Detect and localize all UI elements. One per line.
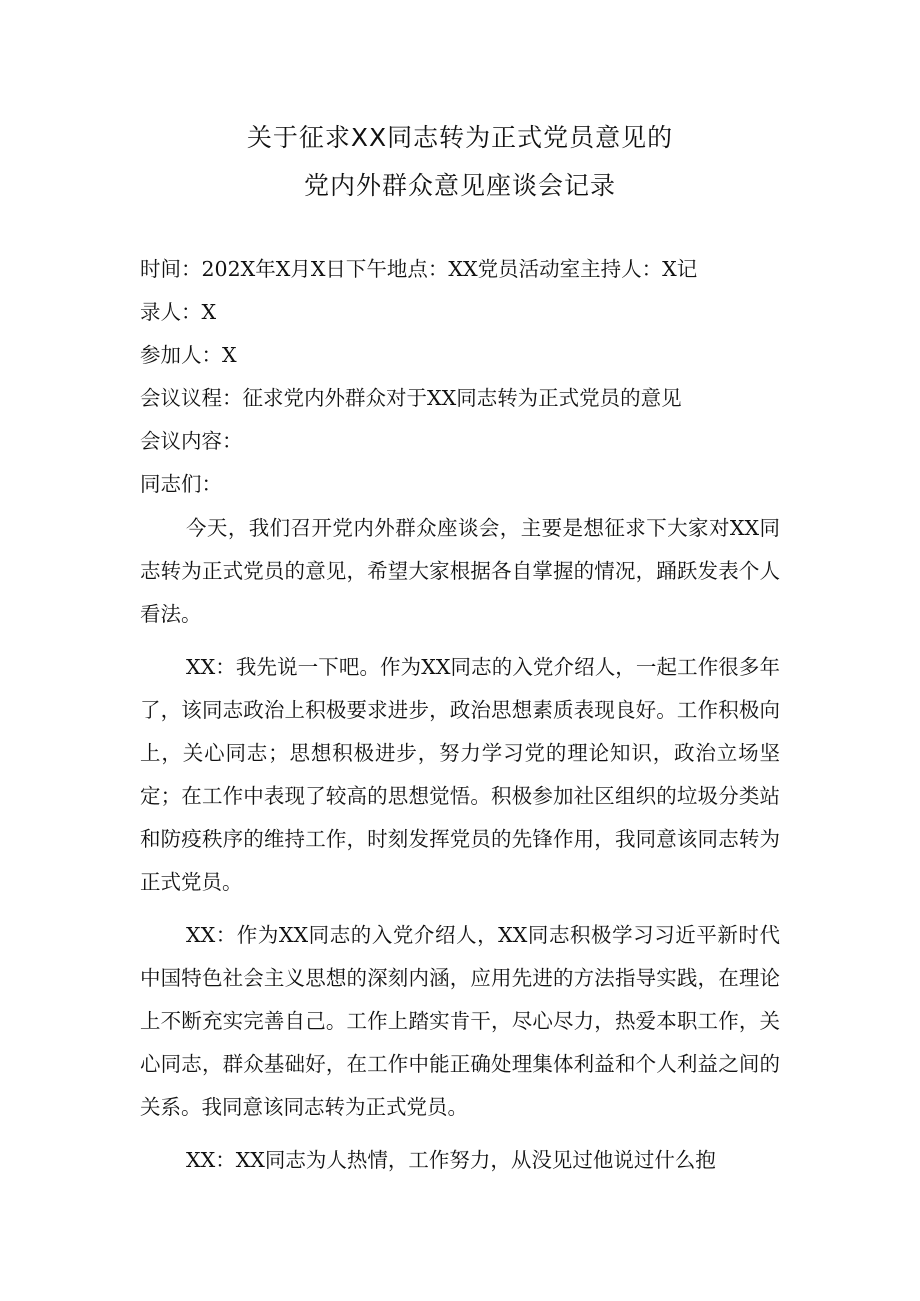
paragraph-speaker-2: XX：作为XX同志的入党介绍人，XX同志积极学习习近平新时代中国特色社会主义思想的深刻内涵，应用先进的方法指导实践，在理论上不断充实完善自己。工作上踏实肯干，尽心尽力，热爱本职工作，关心同志，群众基础好，在工作中能正确处理集体利益和个人利益之间的关系。我同意该同志转为正式党员。 [140,923,780,1119]
meta-content-label: 会议内容： [140,429,243,453]
meta-attendees: 参加人：X [140,343,237,367]
meta-recorder: 录人：X [140,300,217,324]
greeting: 同志们： [140,472,222,496]
paragraph-opening: 今天，我们召开党内外群众座谈会，主要是想征求下大家对XX同志转为正式党员的意见，希望大家根据各自掌握的情况，踊跃发表个人看法。 [140,516,780,626]
paragraph-speaker-1: XX：我先说一下吧。作为XX同志的入党介绍人，一起工作很多年了，该同志政治上积极要求进步，政治思想素质表现良好。工作积极向上，关心同志；思想积极进步，努力学习党的理论知识，政治立场坚定；在工作中表现了较高的思想觉悟。积极参加社区组织的垃圾分类站和防疫秩序的维持工作，时刻发挥党员的先锋作用，我同意该同志转为正式党员。 [140,655,780,894]
document-title-line-2: 党内外群众意见座谈会记录 [303,171,616,200]
meta-time-location-host: 时间：202X年X月X日下午地点：XX党员活动室主持人：X记 [140,257,698,281]
meta-agenda: 会议议程：征求党内外群众对于XX同志转为正式党员的意见 [140,386,682,410]
meeting-meta [140,248,780,506]
paragraph-speaker-3: XX：XX同志为人热情，工作努力，从没见过他说过什么抱 [186,1148,716,1172]
document-title-line-1: 关于征求XX同志转为正式党员意见的 [246,123,674,152]
meeting-content [140,507,780,1182]
